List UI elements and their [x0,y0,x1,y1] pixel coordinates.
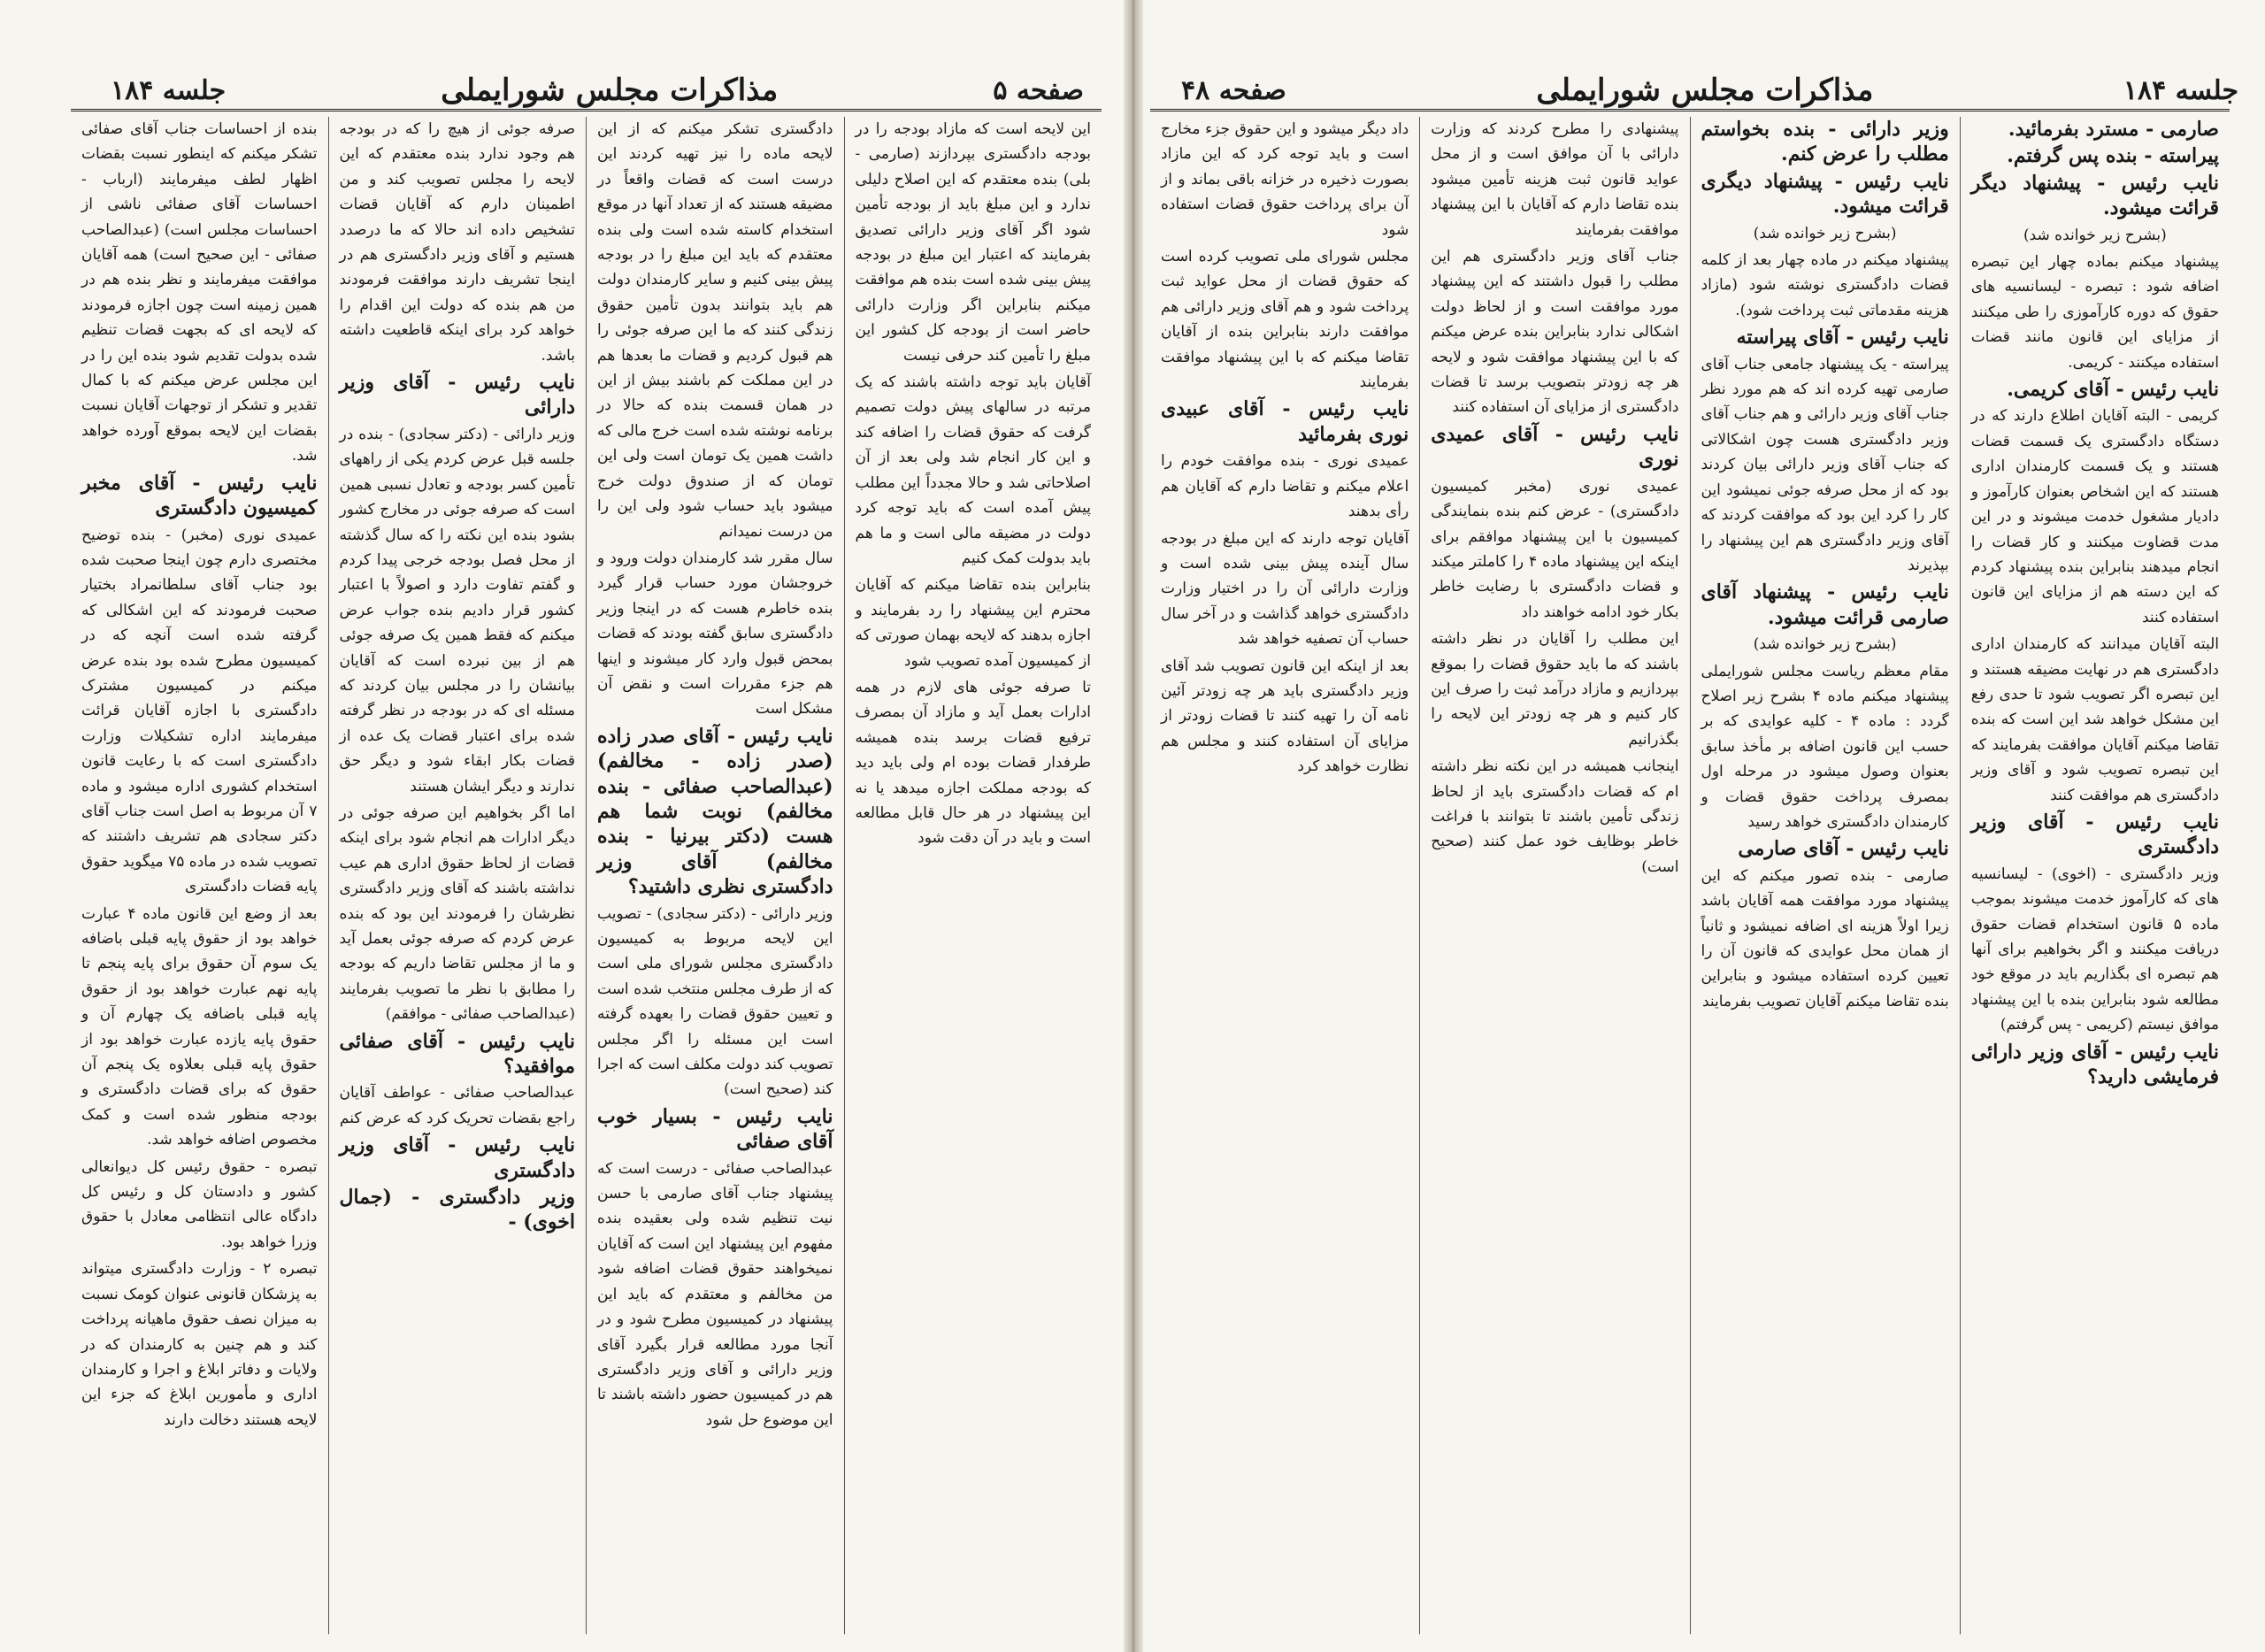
paragraph: تا صرفه جوئی های لازم در همه ادارات بعمل آید و مازاد آن بمصرف ترفیع قضات برسد بنده همیشه طرفدار قضات بوده ام ولی باید دید که بودجه مملکت اجازه میدهد یا نه این پیشنهاد در هر حال قابل مطالعه است و باید در آن دقت شود [855,678,1091,848]
right-session-number: جلسه ۱۸۴ [2123,74,2238,106]
left-page-number: صفحه ۵ [993,74,1084,106]
left-column-2 [586,117,844,1634]
left-page [0,0,1132,1652]
speaker-heading: نایب رئیس - پیشنهاد دیگر قرائت میشود. [1970,171,2219,220]
speaker-heading: نایب رئیس - پیشنهاد آقای صارمی قرائت میشود. [1701,580,1949,629]
paragraph: عبدالصاحب صفائی - عواطف آقایان راجع بقضات تحریک کرد که عرض کنم [339,1084,575,1127]
paragraph: وزیر دارائی - (دکتر سجادی) - بنده در جلسه قبل عرض کردم یکی از راههای تأمین کسر بودجه و تعادل نسبی همین است که صرفه جوئی در مخارج کشور بشود بنده این نکته را که سال گذشته از محل فصل بودجه خرجی پیدا کردم و گفتم تفاوت دارد و اصولاً با اعتبار کشور قرار دادیم بنده جواب عرض میکنم که فقط همین یک صرفه جوئی هم از بین نبرده است که آقایان بیانشان را در مجلس بیان کردند که مسئله ای که در بودجه در نظر گرفته شده برای اعتبار قضات یک عده از قضات بکار ابقاء شود و دیگر حق ندارند و دیگر ایشان هستند [339,425,575,795]
speaker-heading: نایب رئیس - آقای کریمی. [2007,378,2219,402]
paragraph: آقایان باید توجه داشته باشند که یک مرتبه در سالهای پیش دولت تصمیم گرفت که حقوق قضات را اضافه کند و این کار انجام شد ولی بعد از آن اصلاحاتی شد و حالا مجدداً این مطلب پیش آمده است که باید توجه کرد دولت در مضیقه مالی است و ما هم باید بدولت کمک کنیم [855,373,1091,567]
right-column-1 [1960,117,2230,1634]
left-column-4 [71,117,328,1634]
speaker-heading: نایب رئیس - آقای پیراسته [1736,326,1949,350]
right-header-rule [1150,109,2230,111]
right-column-4 [1150,117,1419,1634]
speaker-heading: نایب رئیس - آقای صدر زاده (صدر زاده - مخالفم) (عبدالصاحب صفائی - بنده مخالفم) نوبت شما هم هست (دکتر بیرنیا - بنده مخالفم) آقای وزیر دادگستری نظری داشتید؟ [597,724,833,899]
paragraph: تبصره ۲ - وزارت دادگستری میتواند به پزشکان قانونی عنوان کومک نسبت به میزان نصف حقوق ماهیانه پرداخت کند و هم چنین به کارمندان که در ولایات و دفاتر ابلاغ و اجرا و کارمندان اداری و مأمورین ابلاغ که جزء این لایحه هستند دخالت دارند [81,1260,318,1429]
left-column-1 [844,117,1102,1634]
paragraph: وزیر دارائی - (دکتر سجادی) - تصویب این لایحه مربوط به کمیسیون دادگستری مجلس شورای ملی است که از طرف مجلس منتخب شده است و تعیین حقوق قضات را بعهده گرفته است این مسئله را اگر مجلس تصویب کند دولت مکلف است که اجرا کند (صحیح است) [597,904,833,1099]
paragraph: دادگستری تشکر میکنم که از این لایحه ماده را نیز تهیه کردند این درست است که قضات واقعاً در مضیقه هستند که از تعداد آنها در موقع استخدام کاسته شده است ولی بنده معتقدم که باید این مبلغ را در بودجه پیش بینی کنیم و سایر کارمندان دولت هم باید بتوانند بدون تأمین حقوق زندگی کنند که ما این صرفه جوئی را هم قبول کردیم و قضات ما بعدها هم در این مملکت کم باشند بیش از این در همان قسمت بنده که حالا در برنامه نوشته شده است خرج مالی که داشت همین یک تومان است ولی این تومان که از صندوق دولت خرج میشود باید حساب شود ولی این را من درست نمیدانم [597,120,833,541]
right-column-2 [1690,117,1960,1634]
paragraph: صارمی - بنده تصور میکنم که این پیشنهاد مورد موافقت همه آقایان باشد زیرا اولاً هزینه ای اضافه نمیشود و ثانیاً از همان محل عوایدی که قانون آن را تعیین کرده استفاده میشود و بنابراین بنده تقاضا میکنم آقایان تصویب بفرمایند [1701,866,1949,1010]
paragraph: پیشنهاد میکنم در ماده چهار بعد از کلمه قضات دادگستری نوشته شود (مازاد هزینه مقدماتی ثبت پرداخت شود). [1701,251,1949,319]
speaker-heading: نایب رئیس - آقای عمیدی نوری [1431,422,1679,472]
paragraph: عمیدی نوری (مخبر کمیسیون دادگستری) - عرض کنم بنده بنمایندگی کمیسیون با این پیشنهاد موافقم برای اینکه این پیشنهاد ماده ۴ را کاملتر میکند و قضات دادگستری با رضایت خاطر بکار خود ادامه خواهند داد [1431,477,1679,621]
right-page-number: صفحه ۴۸ [1181,74,1286,106]
left-columns [71,117,1102,1634]
speaker-heading: نایب رئیس - بسیار خوب آقای صفائی [597,1104,833,1154]
right-column-3 [1419,117,1689,1634]
speaker-heading: نایب رئیس - آقای وزیر دارائی [339,371,575,419]
paragraph: البته آقایان میدانند که کارمندان اداری دادگستری هم در نهایت مضیقه هستند و این تبصره اگر تصویب شود تا حدی رفع این مشکل خواهد شد این است که بنده تقاضا میکنم آقایان موافقت بفرمایند که این تبصره تصویب شود و آقای وزیر دادگستری هم موافقت کنند [1970,635,2219,804]
speaker-heading: صارمی - مسترد بفرمائید. [2008,118,2219,141]
paragraph: این مطلب را آقایان در نظر داشته باشند که ما باید حقوق قضات را بموقع بپردازیم و مازاد درآمد ثبت را صرف این کار کنیم و هر چه زودتر این لایحه را بگذرانیم [1431,630,1679,749]
speaker-heading: نایب رئیس - آقای وزیر دادگستری [339,1133,575,1182]
speaker-heading: نایب رئیس - آقای صفائی موافقید؟ [339,1029,575,1079]
paragraph: سال مقرر شد کارمندان دولت ورود و خروجشان مورد حساب قرار گیرد بنده خاطرم هست که در اینجا وزیر دادگستری سابق گفته بودند که قضات بمحض قبول وارد کار میشوند و اینها هم جزء مقررات است و نقض آن مشکل است [597,549,833,718]
speaker-heading: نایب رئیس - آقای وزیر دارائی فرمایشی دارید؟ [1970,1040,2219,1089]
paragraph: جناب آقای وزیر دادگستری هم این مطلب را قبول داشتند که این پیشنهاد مورد موافقت است و از لحاظ دولت اشکالی ندارد بنابراین بنده عرض میکنم که با این پیشنهاد موافقت شود و لایحه هر چه زودتر بتصویب برسد تا قضات دادگستری از مزایای آن استفاده کنند [1431,248,1679,417]
left-page-title: مذاکرات مجلس شورایملی [441,73,779,108]
paragraph: وزیر دادگستری - (اخوی) - لیسانسیه های که کارآموز خدمت میشوند بموجب ماده ۵ قانون استخدام قضات حقوق دریافت میکنند و اگر بخواهیم برای آنها هم تبصره ای بگذاریم باید در موقع خود مطالعه شود بنابراین بنده با این پیشنهاد موافق نیستم (کریمی - پس گرفتم) [1970,864,2220,1034]
left-column-3 [328,117,587,1634]
paragraph: عمیدی نوری - بنده موافقت خودم را اعلام میکنم و تقاضا دارم که آقایان هم رأی بدهند [1161,452,1409,521]
right-columns [1150,117,2230,1634]
paragraph: پیراسته - یک پیشنهاد جامعی جناب آقای صارمی تهیه کرده اند که هم مورد نظر جناب آقای وزیر دارائی و هم جناب آقای وزیر دادگستری هست چون اشکالاتی که جناب آقای وزیر دارائی بیان کردند بود که از محل صرفه جوئی نمیشود این کار را کرد این بود که موافقت کردند که آقای وزیر دادگستری هم این پیشنهاد را بپذیرند [1701,355,1949,574]
paragraph: بنده از احساسات جناب آقای صفائی تشکر میکنم که اینطور نسبت بقضات اظهار لطف میفرمایند (ارباب - احساسات آقای صفائی ناشی از احساسات مجلس است) (عبدالصاحب صفائی - این صحیح است) همه آقایان موافقت میفرمایند و نظر بنده هم در همین زمینه است چون اجازه فرمودند که لایحه ای که بجهت قضات تنظیم شده بدولت تقدیم شود بنده این را در این مجلس عرض میکنم که با کمال تقدیر و تشکر از توجهات آقایان نسبت بقضات این لایحه بموقع آورده خواهد شد. [81,120,318,465]
right-page [1132,0,2265,1652]
paragraph: اینجانب همیشه در این نکته نظر داشته ام که قضات دادگستری باید از لحاظ زندگی تأمین باشند تا بتوانند با فراغت خاطر بوظایف خود عمل کنند (صحیح است) [1431,757,1679,876]
reading-note: (بشرح زیر خوانده شد) [2023,226,2167,244]
speaker-heading: وزیر دارائی - بنده بخواستم مطلب را عرض کنم. [1701,118,1949,166]
right-page-header [1181,73,2238,108]
paragraph: مجلس شورای ملی تصویب کرده است که حقوق قضات از محل عواید ثبت پرداخت شود و هم آقای وزیر دارائی هم موافقت دارند بنابراین بنده از آقایان تقاضا میکنم که با این پیشنهاد موافقت بفرمایند [1161,248,1409,392]
paragraph: بعد از وضع این قانون ماده ۴ عبارت خواهد بود از حقوق پایه قبلی باضافه یک سوم آن حقوق برای پایه پنجم تا پایه نهم عبارت خواهد بود از حقوق پایه قبلی باضافه یک چهارم آن و حقوق پایه یازده عبارت خواهد بود از حقوق پایه قبلی بعلاوه یک پنجم آن حقوق که برای قضات دادگستری و بودجه منظور شده است و کمک مخصوص اضافه خواهد شد. [81,904,318,1149]
paragraph: عمیدی نوری (مخبر) - بنده توضیح مختصری دارم چون اینجا صحبت شده بود جناب آقای سلطانمراد بختیار صحبت فرمودند که این اشکالی که گرفته شده است آنچه که در کمیسیون مطرح شده بود بنده عرض میکنم در کمیسیون مشترک دادگستری با اجازه آقایان قرائت میفرمایند اداره تشکیلات وزارت دادگستری است که با رعایت قانون استخدام کشوری اداره میشود و ماده ۷ آن مربوط به اصل است جناب آقای دکتر سجادی هم تشریف داشتند که تصویب شده در ماده ۷۵ میگوید حقوق پایه قضات دادگستری [81,526,318,896]
speaker-heading: نایب رئیس - آقای وزیر دادگستری [1970,810,2219,859]
paragraph: اما اگر بخواهیم این صرفه جوئی در دیگر ادارات هم انجام شود برای اینکه قضات از لحاظ حقوق اداری هم عیب نداشته باشند که آقای وزیر دادگستری نظرشان را فرمودند این بود که بنده عرض کردم که صرفه جوئی بعمل آید و ما از مجلس تقاضا داریم که بودجه را مطابق با نظر ما تصویب بفرمایند (عبدالصاحب صفائی - موافقم) [339,803,575,1024]
speaker-heading: نایب رئیس - پیشنهاد دیگری قرائت میشود. [1701,169,1949,219]
paragraph: پیشنهادی را مطرح کردند که وزارت دارائی با آن موافق است و از محل عواید قانون ثبت هزینه تأمین میشود بنده تقاضا دارم که آقایان با این پیشنهاد موافقت بفرمایند [1431,120,1679,239]
left-session-number: جلسه ۱۸۴ [111,74,226,106]
paragraph: عبدالصاحب صفائی - درست است که پیشنهاد جناب آقای صارمی با حسن نیت تنظیم شده ولی بعقیده بنده مفهوم این پیشنهاد این است که آقایان نمیخواهند حقوق قضات اضافه شود من مخالفم و معتقدم که باید این پیشنهاد در کمیسیون مطرح شود و در آنجا مورد مطالعه قرار بگیرد آقای وزیر دارائی و آقای وزیر دادگستری هم در کمیسیون حضور داشته باشند تا این موضوع حل شود [597,1159,833,1429]
speaker-heading: وزیر دادگستری - (جمال اخوی) - [339,1186,575,1234]
speaker-heading: نایب رئیس - آقای مخبر کمیسیون دادگستری [81,471,318,520]
paragraph: پیشنهاد میکنم بماده چهار این تبصره اضافه شود : تبصره - لیسانسیه های حقوق که دوره کارآموزی را طی میکنند از مزایای این قانون مانند قضات استفاده میکنند - کریمی. [1970,253,2219,372]
paragraph: مقام معظم ریاست مجلس شورایملی پیشنهاد میکنم ماده ۴ بشرح زیر اصلاح گردد : ماده ۴ - کلیه عوایدی که بر حسب این قانون اضافه بر مأخذ سابق بعنوان وصول میشود در مرحله اول بمصرف پرداخت حقوق قضات و کارمندان دادگستری خواهد رسید [1701,662,1949,831]
speaker-heading: پیراسته - بنده پس گرفتم. [2007,144,2219,168]
speaker-heading: نایب رئیس - آقای عبیدی نوری بفرمائید [1161,397,1409,446]
reading-note: (بشرح زیر خوانده شد) [1753,635,1897,654]
paragraph: این لایحه است که مازاد بودجه را در بودجه دادگستری بپردازند (صارمی - بلی) بنده معتقدم که این اصلاح دلیلی ندارد و این مبلغ باید از بودجه تأمین شود اگر آقای وزیر دارائی تصدیق بفرمایند که اعتبار این مبلغ در بودجه پیش بینی شده است بنده هم موافقت میکنم بنابراین اگر وزارت دارائی حاضر است از بودجه کل کشور این مبلغ را تأمین کند حرفی نیست [855,120,1091,365]
right-page-title: مذاکرات مجلس شورایملی [1536,73,1874,108]
reading-note: (بشرح زیر خوانده شد) [1753,224,1897,242]
paragraph: صرفه جوئی از هیچ را که در بودجه هم وجود ندارد بنده معتقدم که این لایحه را مجلس تصویب کند و من اطمینان دارم که آقایان قضات تشخیص داده اند حالا که ما درصدد هستیم و آقای وزیر دادگستری هم در اینجا تشریف دارند موافقت فرمودند من هم بنده که دولت این اقدام را خواهد کرد برای اینکه قاطعیت داشته باشد. [339,120,575,365]
paragraph: بعد از اینکه این قانون تصویب شد آقای وزیر دادگستری باید هر چه زودتر آئین نامه آن را تهیه کنند تا قضات زودتر از مزایای آن استفاده کنند و مجلس هم نظارت خواهد کرد [1161,657,1409,776]
speaker-heading: نایب رئیس - آقای صارمی [1738,837,1949,861]
paragraph: بنابراین بنده تقاضا میکنم که آقایان محترم این پیشنهاد را رد بفرمایند و اجازه بدهند که لایحه بهمان صورتی که از کمیسیون آمده تصویب شود [855,576,1091,670]
left-header-rule [71,109,1102,111]
book-spine [1124,0,1143,1652]
paragraph: آقایان توجه دارند که این مبلغ در بودجه سال آینده پیش بینی شده است و وزارت دارائی آن را در اختیار وزارت دادگستری خواهد گذاشت و در آخر سال حساب آن تصفیه خواهد شد [1161,529,1409,649]
paragraph: تبصره - حقوق رئیس کل دیوانعالی کشور و دادستان کل و رئیس کل دادگاه عالی انتظامی معادل با حقوق وزرا خواهد بود. [81,1157,318,1251]
paragraph: داد دیگر میشود و این حقوق جزء مخارج است و باید توجه کرد که این مازاد بصورت ذخیره در خزانه باقی بماند و از آن برای پرداخت حقوق قضات استفاده شود [1161,120,1409,239]
left-page-header [111,73,1084,108]
paragraph: کریمی - البته آقایان اطلاع دارند که در دستگاه دادگستری یک قسمت قضات هستند و یک قسمت کارمندان اداری هستند که این اشخاص بعنوان کارآموز و دادیار مشغول خدمت میشوند و در این مدت قضاوت میکنند و کار قضات را انجام میدهند بنابراین بنده پیشنهاد کردم که این دسته هم از مزایای این قانون استفاده کنند [1970,407,2219,626]
